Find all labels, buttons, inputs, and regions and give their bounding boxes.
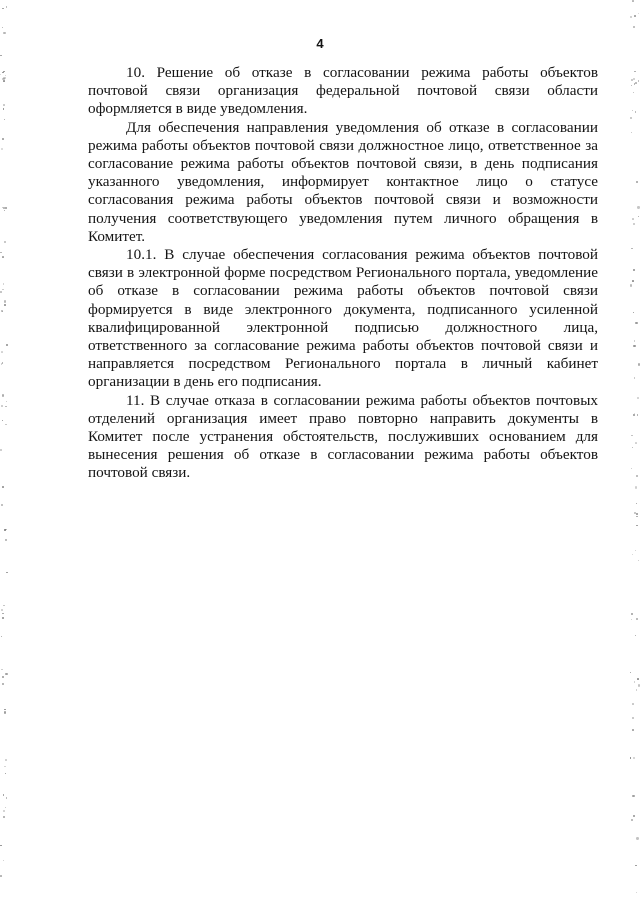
scan-speck bbox=[638, 80, 640, 82]
scan-speck bbox=[3, 283, 4, 284]
scan-speck bbox=[2, 676, 4, 678]
scan-speck bbox=[638, 13, 639, 14]
scan-speck bbox=[637, 206, 639, 208]
scan-speck bbox=[2, 8, 4, 10]
scan-speck bbox=[633, 223, 635, 225]
scan-speck bbox=[4, 210, 5, 211]
scan-speck bbox=[637, 397, 639, 399]
scan-speck bbox=[632, 554, 633, 555]
scan-speck bbox=[636, 503, 638, 505]
scan-speck bbox=[5, 673, 7, 675]
scan-speck bbox=[632, 280, 634, 282]
scan-speck bbox=[633, 92, 634, 93]
scan-speck bbox=[632, 218, 634, 220]
scan-speck bbox=[3, 77, 5, 79]
scan-speck bbox=[635, 550, 636, 551]
scan-speck bbox=[3, 816, 5, 818]
scan-speck bbox=[635, 82, 637, 84]
scan-speck bbox=[6, 6, 7, 7]
scan-speck bbox=[630, 284, 632, 286]
document-body bbox=[88, 64, 598, 483]
scan-speck bbox=[634, 15, 636, 17]
scan-speck bbox=[633, 757, 635, 759]
scan-speck bbox=[3, 605, 5, 607]
scan-speck bbox=[637, 678, 639, 680]
scan-speck bbox=[632, 703, 634, 705]
paragraph-10-notification: Для обеспечения направления уведомления об отказе в согласовании режима работы объектов почтовой связи должностное лицо, ответственное за согласование режима работы объектов почтовой связи, в день подписания указанного уведомления, информирует контактное лицо о статусе согласования режима работы объектов почтовой связи и возможности получения соответствующего уведомления путем личного обращения в Комитет. bbox=[88, 118, 598, 245]
scan-speck bbox=[635, 635, 636, 636]
scan-speck bbox=[0, 845, 1, 846]
scan-speck bbox=[631, 613, 633, 615]
scan-speck bbox=[2, 394, 4, 396]
scan-speck bbox=[2, 311, 4, 313]
scan-speck bbox=[3, 794, 5, 796]
scan-speck bbox=[3, 207, 5, 209]
paragraph-10: 10. Решение об отказе в согласовании режима работы объектов почтовой связи организация федеральной почтовой связи области оформляется в виде уведомления. bbox=[88, 64, 598, 118]
scan-speck bbox=[2, 72, 4, 74]
scan-speck bbox=[1, 405, 2, 406]
scan-speck bbox=[633, 269, 635, 271]
scan-speck bbox=[636, 892, 637, 893]
scan-speck bbox=[4, 529, 5, 530]
scan-speck bbox=[635, 486, 637, 488]
scan-speck bbox=[1, 310, 3, 312]
scan-speck bbox=[1, 363, 3, 365]
scan-speck bbox=[633, 312, 634, 313]
scan-speck bbox=[634, 71, 635, 72]
scan-speck bbox=[3, 80, 5, 82]
scan-speck bbox=[3, 108, 5, 110]
scan-speck bbox=[634, 681, 635, 682]
scan-speck bbox=[6, 401, 7, 402]
scan-speck bbox=[5, 424, 6, 425]
scan-speck bbox=[631, 619, 633, 621]
scan-speck bbox=[5, 773, 6, 774]
scan-speck bbox=[636, 516, 637, 517]
scan-speck bbox=[636, 475, 638, 477]
scan-speck bbox=[636, 689, 638, 691]
scan-speck bbox=[1, 636, 2, 637]
scan-speck bbox=[634, 377, 635, 378]
scan-speck bbox=[636, 525, 638, 527]
scan-speck bbox=[630, 117, 632, 119]
scan-speck bbox=[632, 447, 633, 448]
scan-speck bbox=[0, 252, 2, 254]
scan-speck bbox=[2, 289, 3, 290]
scan-speck bbox=[631, 79, 633, 81]
scan-speck bbox=[633, 345, 635, 347]
scan-speck bbox=[638, 216, 639, 217]
paragraph-11: 11. В случае отказа в согласовании режима работы объектов почтовых отделений организация имеет право повторно направить документы в Комитет после устранения обстоятельств, послуживших основанием для вынесения решения об отказе в согласовании режима работы объектов почтовой связи. bbox=[88, 391, 598, 482]
scan-speck bbox=[4, 300, 6, 302]
page-number: 4 bbox=[316, 36, 324, 51]
scan-speck bbox=[630, 16, 632, 18]
scan-speck bbox=[631, 132, 632, 133]
scan-speck bbox=[637, 414, 638, 415]
scan-speck bbox=[5, 807, 6, 808]
scan-speck bbox=[631, 468, 633, 470]
scan-right-edge bbox=[630, 0, 640, 905]
scan-speck bbox=[2, 256, 4, 258]
scan-speck bbox=[631, 435, 633, 437]
scan-speck bbox=[1, 351, 3, 353]
scan-speck bbox=[636, 513, 638, 515]
scan-speck bbox=[635, 442, 637, 444]
scan-speck bbox=[2, 207, 3, 208]
scan-speck bbox=[5, 207, 7, 209]
scan-speck bbox=[631, 819, 633, 821]
scan-speck bbox=[632, 0, 634, 2]
scan-left-edge bbox=[0, 0, 8, 905]
scan-speck bbox=[3, 860, 4, 861]
scan-speck bbox=[4, 241, 6, 243]
scan-speck bbox=[5, 529, 7, 531]
scan-speck bbox=[633, 414, 635, 416]
scan-speck bbox=[4, 304, 6, 306]
scan-speck bbox=[5, 759, 7, 761]
scan-speck bbox=[2, 683, 4, 685]
scan-speck bbox=[2, 27, 3, 28]
scan-speck bbox=[5, 539, 6, 540]
scan-speck bbox=[632, 717, 634, 719]
scan-speck bbox=[6, 344, 8, 346]
scan-speck bbox=[2, 486, 4, 488]
scan-speck bbox=[2, 613, 3, 614]
scan-speck bbox=[4, 119, 5, 120]
scan-speck bbox=[5, 406, 7, 408]
scan-speck bbox=[0, 291, 2, 293]
scan-speck bbox=[633, 78, 635, 80]
scan-speck bbox=[0, 74, 1, 75]
scan-speck bbox=[2, 420, 3, 421]
scan-speck bbox=[2, 617, 3, 618]
scan-speck bbox=[635, 111, 637, 113]
scan-speck bbox=[1, 148, 3, 150]
scan-speck bbox=[1, 669, 2, 670]
scan-speck bbox=[632, 795, 634, 797]
scan-speck bbox=[633, 815, 634, 816]
scan-speck bbox=[636, 618, 638, 620]
scan-speck bbox=[634, 83, 635, 84]
scan-speck bbox=[638, 560, 639, 561]
scan-speck bbox=[3, 71, 5, 73]
scan-speck bbox=[2, 78, 4, 80]
scan-speck bbox=[634, 413, 635, 414]
scan-speck bbox=[636, 837, 638, 839]
scan-speck bbox=[3, 810, 5, 812]
scan-speck bbox=[3, 104, 5, 106]
scan-speck bbox=[0, 875, 2, 877]
scan-speck bbox=[4, 711, 6, 713]
scan-speck bbox=[5, 75, 6, 76]
scan-speck bbox=[635, 865, 637, 867]
scan-speck bbox=[4, 766, 5, 767]
scan-speck bbox=[632, 110, 633, 111]
scan-speck bbox=[2, 362, 4, 364]
scan-speck bbox=[631, 248, 632, 249]
scan-speck bbox=[635, 322, 637, 324]
scan-speck bbox=[1, 609, 3, 611]
scan-speck bbox=[630, 672, 631, 673]
paragraph-10-1: 10.1. В случае обеспечения согласования режима объектов почтовой связи в электронной форме посредством Регионального портала, уведомление об отказе в согласовании режима работы объектов почтовой связи формируется в виде электронного документа, подписанного усиленной квалифицированной электронной подписью должностного лица, ответственного за согласование режима работы объектов почтовой связи и направляется посредством Регионального портала в личный кабинет организации в день его подписания. bbox=[88, 246, 598, 391]
scan-speck bbox=[636, 181, 638, 183]
scan-speck bbox=[2, 138, 4, 140]
scan-speck bbox=[630, 757, 631, 758]
scan-speck bbox=[1, 504, 3, 506]
scan-speck bbox=[631, 85, 632, 86]
scan-speck bbox=[634, 340, 636, 342]
scan-speck bbox=[632, 729, 634, 731]
scan-speck bbox=[0, 449, 2, 451]
scan-speck bbox=[634, 512, 635, 513]
scan-speck bbox=[6, 572, 8, 574]
scan-speck bbox=[3, 32, 5, 34]
scan-speck bbox=[0, 55, 1, 56]
scan-speck bbox=[6, 797, 8, 799]
scan-speck bbox=[633, 26, 635, 28]
scan-speck bbox=[4, 709, 6, 711]
